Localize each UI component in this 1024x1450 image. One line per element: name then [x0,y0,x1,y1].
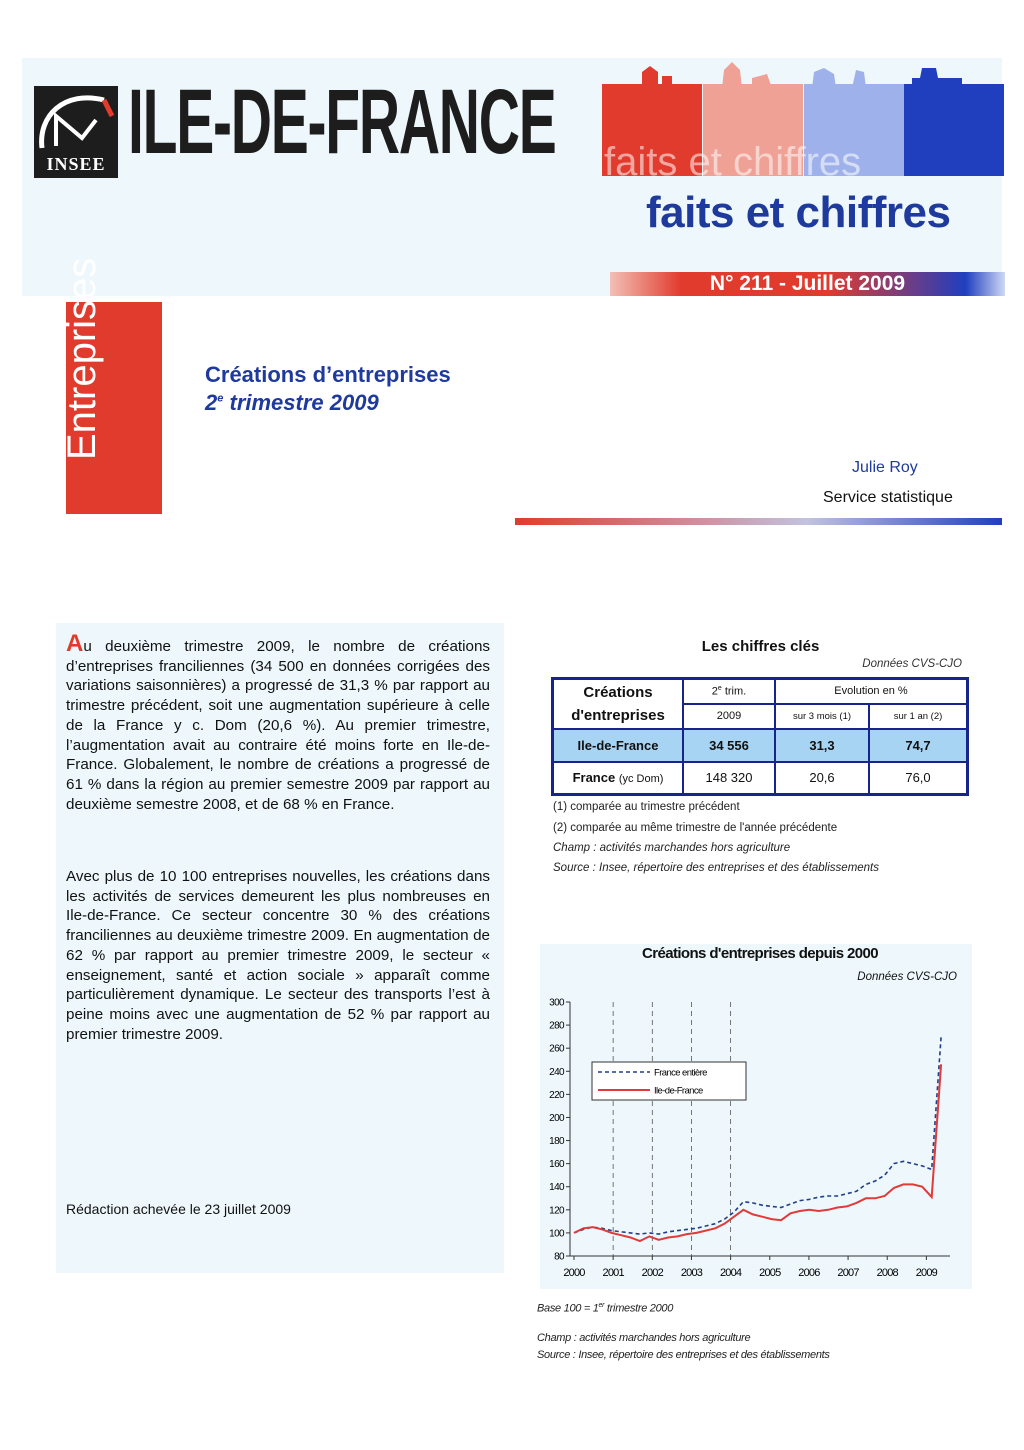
header-year: 2009 [683,704,775,729]
row-3mois: 31,3 [775,729,869,762]
subtitle-watermark: faits et chiffres [604,140,862,184]
header-creations: Créations d'entreprises [553,679,684,729]
x-tick-label: 2007 [837,1267,859,1279]
row-label: France (yc Dom) [553,762,684,795]
y-tick-label: 240 [549,1066,564,1078]
table-row [553,729,968,762]
issue-number: N° 211 - Juillet 2009 [709,272,906,295]
x-tick-label: 2001 [602,1267,624,1279]
x-tick-label: 2004 [719,1267,742,1279]
title-divider [515,518,1002,525]
y-tick-label: 120 [549,1205,564,1217]
row-label: Ile-de-France [553,729,684,762]
author-service: Service statistique [823,489,953,506]
author-name: Julie Roy [852,459,918,476]
y-tick-label: 140 [549,1182,564,1194]
body-paragraph-2: Avec plus de 10 100 entreprises nouvelles, les créations dans les activités de services demeurent les plus nombreuses en Ile-de-France. Ce secteur concentre 30 % des créations franciliennes au deuxième trimestre 2009. En augmentation de 62 % par rapport au premier trimestre 2009, le secteur « enseignement, santé et action sociale » apparaît comme particulièrement dynamique. Le secteur des transports l’est à peine moins avec une augmentation de 52 % par rapport au premier trimestre 2009. [66,868,490,1043]
y-tick-label: 160 [549,1159,564,1171]
chart-champ: Champ : activités marchandes hors agriculture [537,1332,751,1344]
header-trimester: 2e trim. [683,679,775,704]
publication-title: ILE-DE-FRANCE [128,71,556,173]
chart-source: Source : Insee, répertoire des entreprises et des établissements [537,1349,830,1361]
key-figures-note: Données CVS-CJO [862,658,962,670]
x-tick-label: 2002 [641,1267,663,1279]
chart-base: Base 100 = 1er trimestre 2000 [537,1302,674,1315]
y-tick-label: 300 [549,997,564,1009]
row-value: 34 556 [683,729,775,762]
footnote-2: (2) comparée au même trimestre de l'année précédente [553,822,838,834]
x-tick-label: 2000 [563,1267,585,1279]
publication-subtitle: faits et chiffres [646,188,951,237]
body-paragraph-1: Au deuxième trimestre 2009, le nombre de créations d’entreprises franciliennes (34 500 en données corrigées des variations saisonnières) a progressé de 31,3 % par rapport au trimestre précédent, soit une augmentation supérieure à celle de la France y c. Dom (20,6 %). Au premier trimestre, l’augmentation avait au contraire été moins forte en Ile-de-France. Globalement, le nombre de créations a progressé de 61 % dans la région au premier semestre 2009 par rapport au deuxième semestre 2008, et de 68 % en France. [66,630,490,813]
row-value: 148 320 [683,762,775,795]
y-tick-label: 80 [554,1251,564,1263]
x-tick-label: 2008 [876,1267,898,1279]
x-tick-label: 2009 [915,1267,938,1279]
y-tick-label: 180 [549,1136,564,1148]
legend-label: France entière [654,1067,707,1079]
chart-title: Créations d'entreprises depuis 2000 [642,945,878,962]
article-title: Créations d’entreprises [205,362,451,387]
article-subtitle: 2e trimestre 2009 [205,390,379,415]
legend-label: Ile-de-France [654,1085,703,1097]
section-label: Entreprises [60,257,104,460]
header-evolution: Evolution en % [775,679,968,704]
row-1an: 76,0 [869,762,968,795]
drop-cap: A [66,630,84,657]
key-figures-table [551,677,969,796]
line-chart [530,988,970,1288]
y-tick-label: 220 [549,1089,564,1101]
header-1an: sur 1 an (2) [869,704,968,729]
chart-note: Données CVS-CJO [857,971,957,983]
redaction-date: Rédaction achevée le 23 juillet 2009 [66,1201,291,1217]
row-1an: 74,7 [869,729,968,762]
x-tick-label: 2006 [798,1267,820,1279]
row-3mois: 20,6 [775,762,869,795]
table-champ: Champ : activités marchandes hors agriculture [553,842,791,854]
logo-swoosh-icon [34,86,118,156]
skyline-blue-block [904,84,1004,176]
table-row [553,762,968,795]
logo-text: INSEE [46,154,106,174]
x-tick-label: 2005 [759,1267,781,1279]
y-tick-label: 100 [549,1228,564,1240]
header-3mois: sur 3 mois (1) [775,704,869,729]
y-tick-label: 280 [549,1020,564,1032]
y-tick-label: 200 [549,1112,564,1124]
key-figures-title: Les chiffres clés [701,638,820,655]
table-source: Source : Insee, répertoire des entreprises et des établissements [553,862,880,874]
footnote-1: (1) comparée au trimestre précédent [553,801,740,813]
skyline-silhouette-icon [602,58,1004,88]
x-tick-label: 2003 [680,1267,703,1279]
y-tick-label: 260 [549,1043,564,1055]
